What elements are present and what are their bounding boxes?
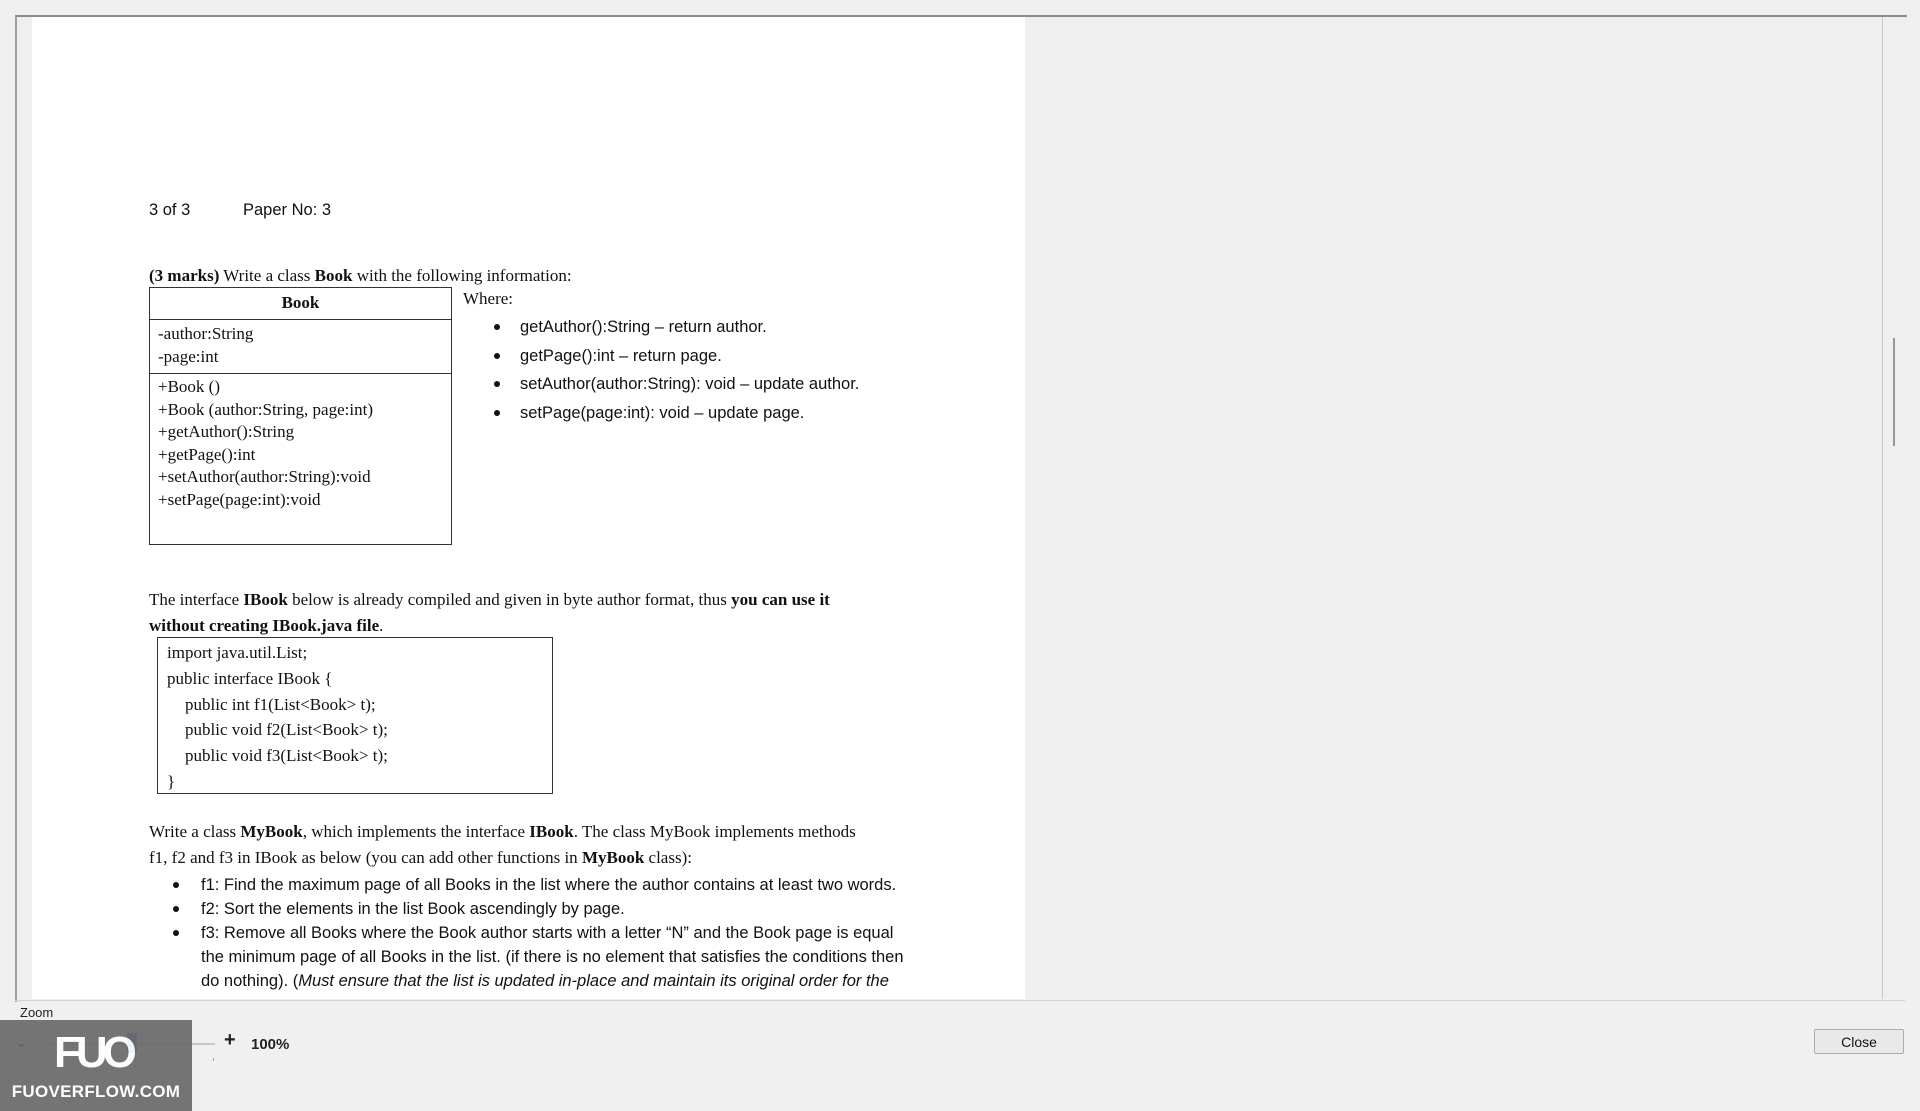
uml-method: +setPage(page:int):void — [158, 489, 321, 509]
uml-methods — [150, 374, 451, 513]
interface-paragraph: The interface IBook below is already compiled and given in byte author format, thus you can use it without creating IBook.java file. — [149, 590, 830, 635]
vertical-scrollbar-thumb[interactable] — [1893, 338, 1895, 446]
list-item: f2: Sort the elements in the list Book ascendingly by page. — [201, 897, 904, 921]
zoom-value: 100% — [251, 1036, 290, 1053]
list-item: getPage():int – return page. — [520, 342, 859, 371]
requirements-list — [201, 873, 904, 993]
page-indicator: 3 of 3 — [149, 201, 191, 219]
viewer-right-edge — [1882, 17, 1883, 999]
where-label: Where: — [463, 289, 514, 308]
watermark-text: FUOVERFLOW.COM — [11, 1082, 181, 1101]
zoom-label: Zoom — [20, 1005, 54, 1020]
paper-number: Paper No: 3 — [243, 201, 332, 219]
uml-class-diagram — [149, 287, 452, 545]
uml-method: +getAuthor():String — [158, 422, 295, 441]
list-item: f3: Remove all Books where the Book author starts with a letter “N” and the Book page is equal — [201, 921, 904, 945]
uml-method: +setAuthor(author:String):void — [158, 467, 371, 486]
bullet-icon — [173, 930, 179, 936]
code-line: } — [167, 771, 176, 791]
uml-method: +Book () — [158, 377, 220, 396]
list-item-continuation: do nothing). (Must ensure that the list is updated in-place and maintain its original order for the — [201, 972, 889, 990]
list-item: f1: Find the maximum page of all Books in the list where the author contains at least two words. — [201, 873, 904, 897]
close-button[interactable]: Close — [1814, 1029, 1904, 1054]
uml-class-title: Book — [150, 288, 451, 320]
code-line: public interface IBook { — [167, 668, 333, 688]
uml-attribute: -author:String — [158, 324, 254, 343]
bullet-icon — [494, 324, 500, 330]
bullet-icon — [173, 906, 179, 912]
code-line: public void f2(List<Book> t); — [185, 720, 388, 740]
uml-method: +Book (author:String, page:int) — [158, 399, 373, 419]
where-list — [520, 313, 859, 427]
list-item: setAuthor(author:String): void – update author. — [520, 370, 859, 399]
zoom-in-button[interactable]: + — [224, 1029, 236, 1051]
bullet-icon — [494, 381, 500, 387]
code-line: public void f3(List<Book> t); — [185, 746, 388, 766]
mybook-paragraph: Write a class MyBook, which implements the interface IBook. The class MyBook implements methods f1, f2 and f3 in IBook as below (you can add other functions in MyBook class): — [149, 822, 856, 867]
viewer-bottom-border — [15, 1000, 1905, 1001]
interface-code-block — [157, 637, 553, 794]
watermark-logo — [0, 1020, 192, 1111]
uml-method: +getPage():int — [158, 444, 256, 464]
question-intro: (3 marks) Write a class Book with the following information: — [149, 266, 572, 285]
list-item: getAuthor():String – return author. — [520, 313, 859, 342]
list-item: setPage(page:int): void – update page. — [520, 399, 859, 428]
uml-attribute: -page:int — [158, 346, 219, 366]
uml-attributes — [150, 320, 451, 374]
question-marks: (3 marks) — [149, 266, 220, 285]
watermark-mark: FUO — [54, 1028, 132, 1077]
code-line: public int f1(List<Book> t); — [185, 694, 376, 714]
list-item-continuation: the minimum page of all Books in the list. (if there is no element that satisfies the conditions then — [201, 948, 904, 966]
bullet-icon — [494, 353, 500, 359]
code-line: import java.util.List; — [167, 643, 308, 662]
bullet-icon — [494, 410, 500, 416]
bullet-icon — [173, 882, 179, 888]
